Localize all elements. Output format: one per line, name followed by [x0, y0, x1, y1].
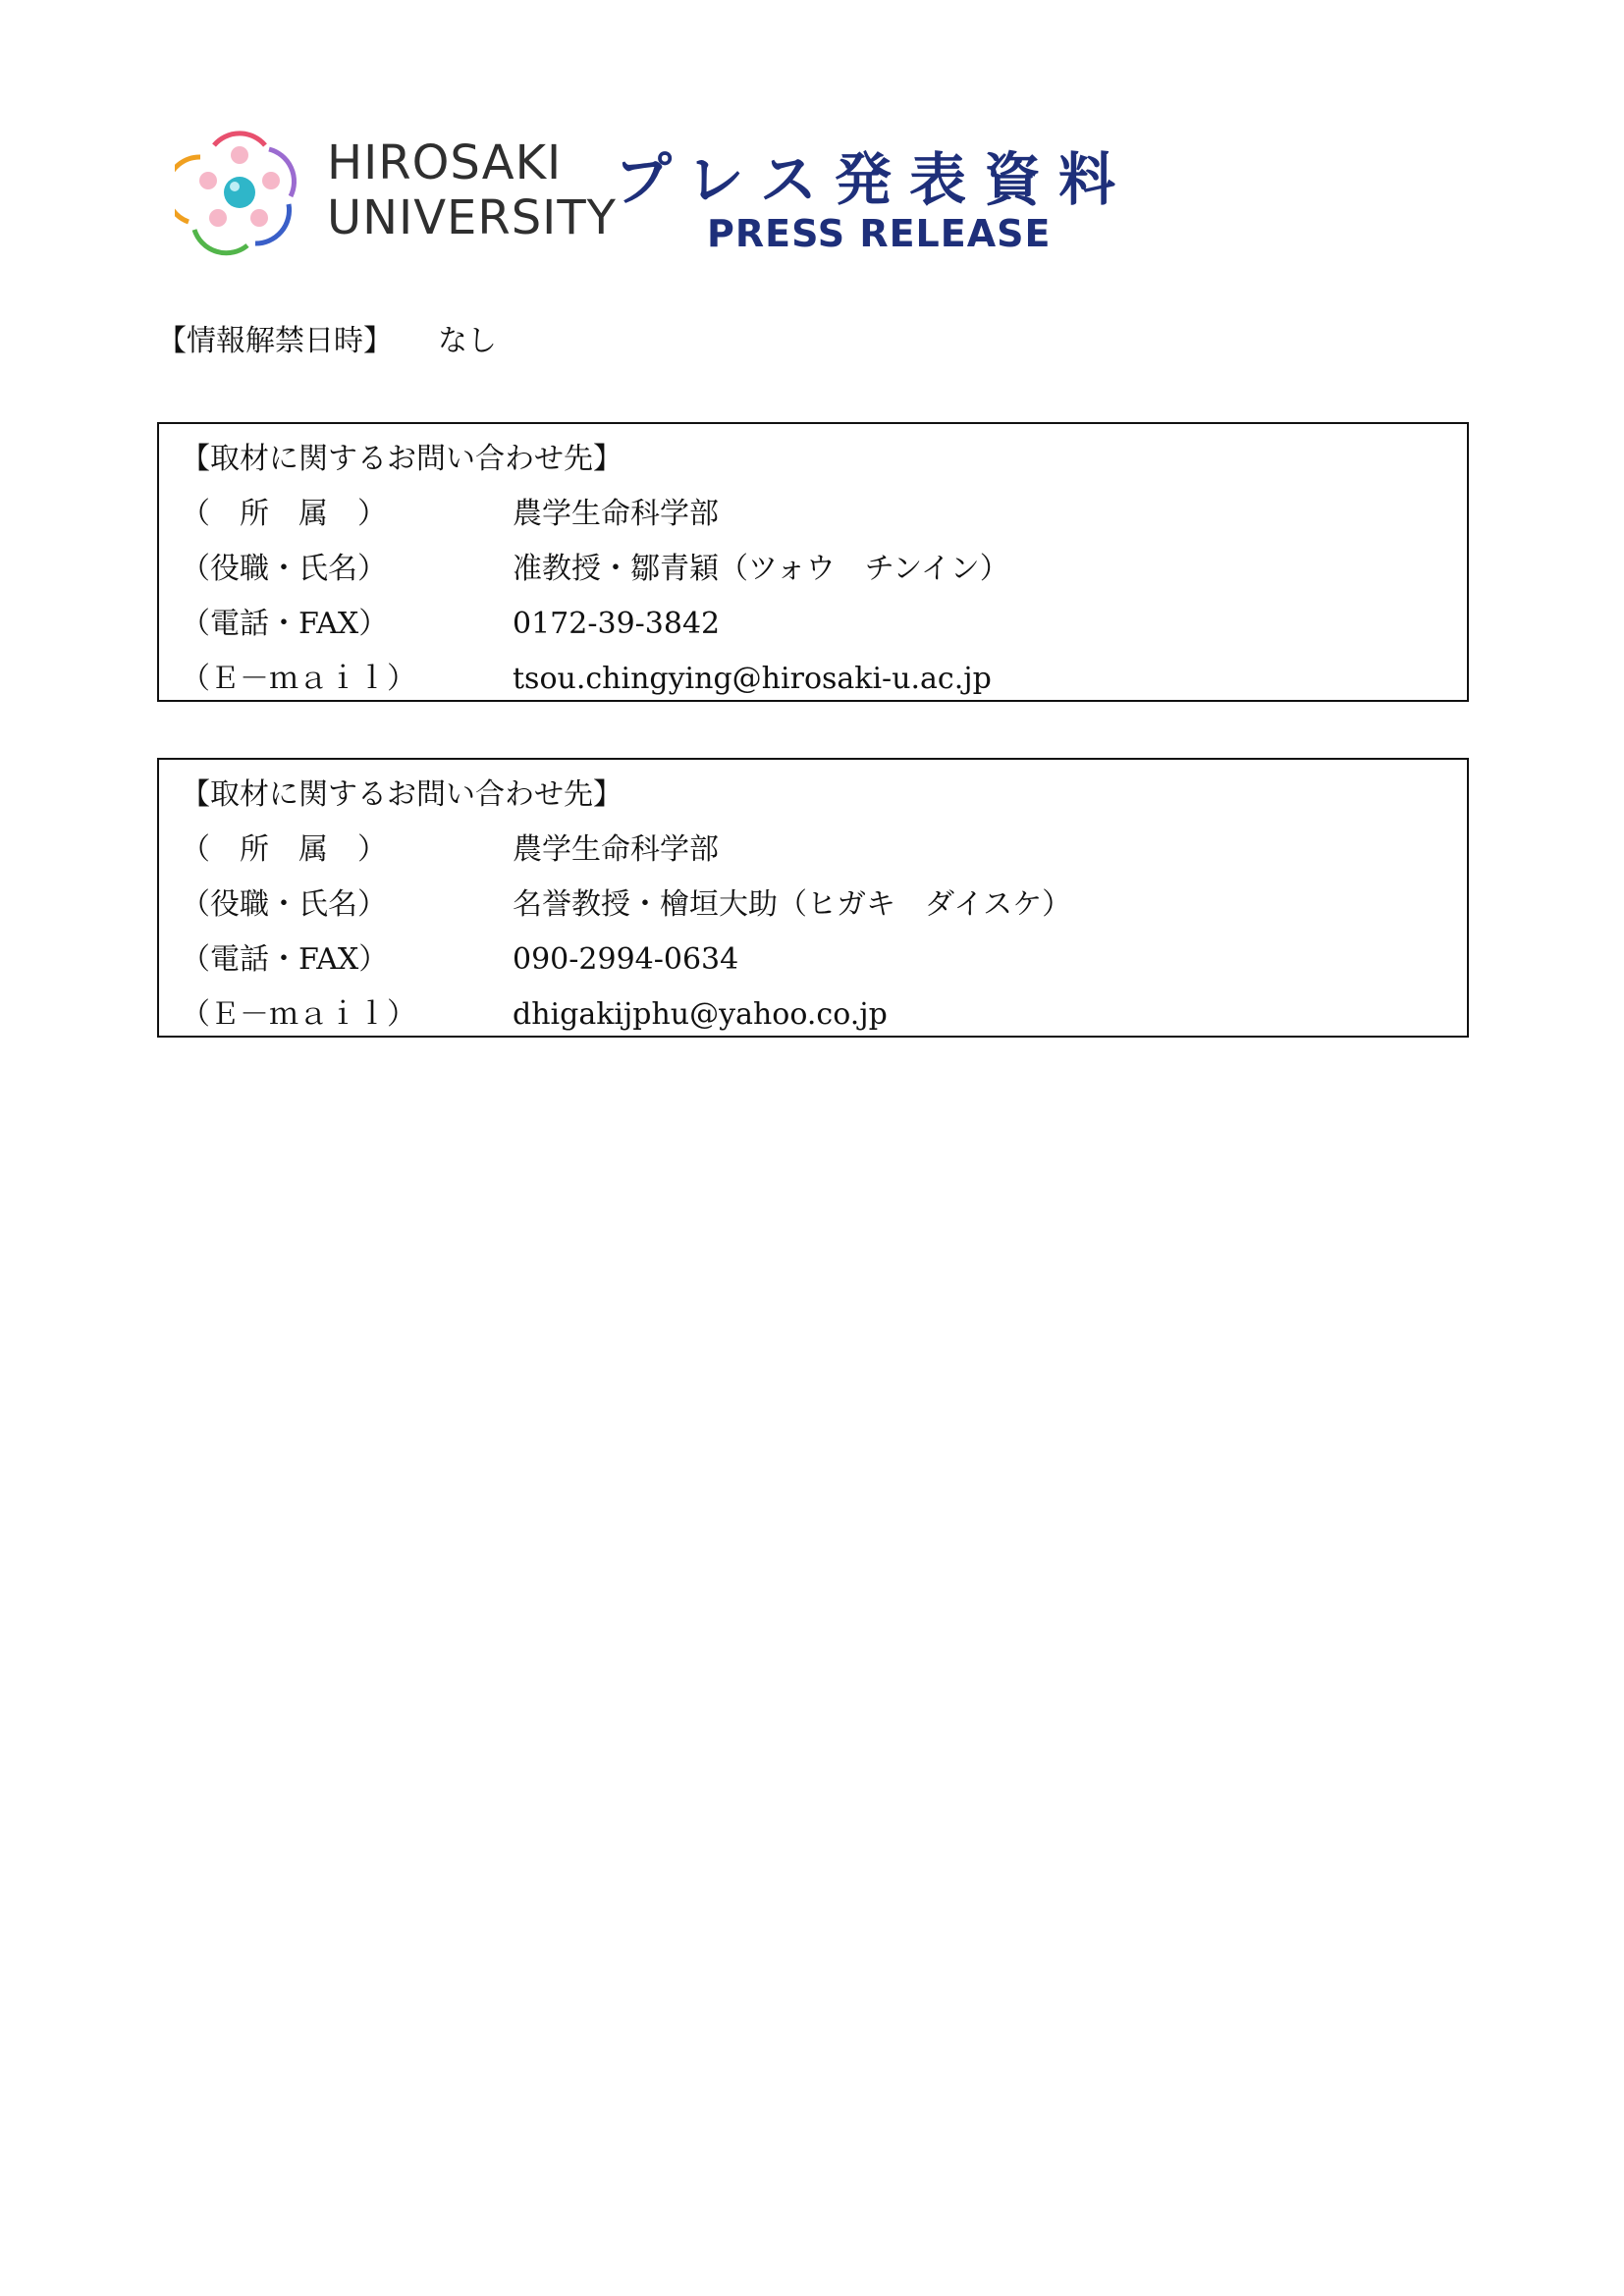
- contact-box-1: [157, 422, 1469, 702]
- email-link[interactable]: dhigakijphu@yahoo.co.jp: [513, 997, 888, 1032]
- university-name: [327, 135, 617, 245]
- phone-fax-value: 090-2994-0634: [513, 942, 739, 977]
- contact-box-2: [157, 758, 1469, 1038]
- position-name-label: （役職・氏名）: [181, 552, 387, 586]
- email-link[interactable]: tsou.chingying@hirosaki-u.ac.jp: [513, 662, 992, 696]
- university-logo-icon: [175, 128, 304, 257]
- contact-row-email: [181, 652, 1467, 707]
- affiliation-label: （ 所 属 ）: [181, 832, 387, 867]
- press-release-header: [175, 128, 1157, 265]
- affiliation-value: 農学生命科学部: [513, 497, 719, 531]
- position-name-value: 准教授・鄒青穎（ツォウ チンイン）: [513, 552, 1009, 586]
- embargo-value: なし: [438, 324, 497, 358]
- contact-row-affiliation: [181, 823, 1467, 878]
- university-name-line2: UNIVERSITY: [327, 190, 617, 245]
- embargo-label: 【情報解禁日時】: [157, 324, 393, 358]
- contact-row-phone: [181, 597, 1467, 652]
- contact-box-title: 【取材に関するお問い合わせ先】: [181, 442, 623, 476]
- phone-fax-value: 0172-39-3842: [513, 607, 721, 641]
- position-name-value: 名誉教授・檜垣大助（ヒガキ ダイスケ）: [513, 887, 1072, 922]
- contact-row-name: [181, 878, 1467, 933]
- email-label: （Ｅ－ｍａｉｌ）: [181, 997, 416, 1032]
- contact-row-phone: [181, 933, 1467, 988]
- university-name-line1: HIROSAKI: [327, 135, 563, 190]
- phone-fax-label: （電話・FAX）: [181, 607, 389, 641]
- press-release-title-en: PRESS RELEASE: [707, 212, 1052, 255]
- email-label: （Ｅ－ｍａｉｌ）: [181, 662, 416, 696]
- embargo-line: [157, 316, 497, 359]
- press-release-title-jp: プレス発表資料: [615, 146, 1133, 213]
- phone-fax-label: （電話・FAX）: [181, 942, 389, 977]
- contact-box-title: 【取材に関するお問い合わせ先】: [181, 777, 623, 812]
- affiliation-label: （ 所 属 ）: [181, 497, 387, 531]
- contact-row-email: [181, 988, 1467, 1042]
- contact-row-affiliation: [181, 487, 1467, 542]
- contact-row-name: [181, 542, 1467, 597]
- affiliation-value: 農学生命科学部: [513, 832, 719, 867]
- position-name-label: （役職・氏名）: [181, 887, 387, 922]
